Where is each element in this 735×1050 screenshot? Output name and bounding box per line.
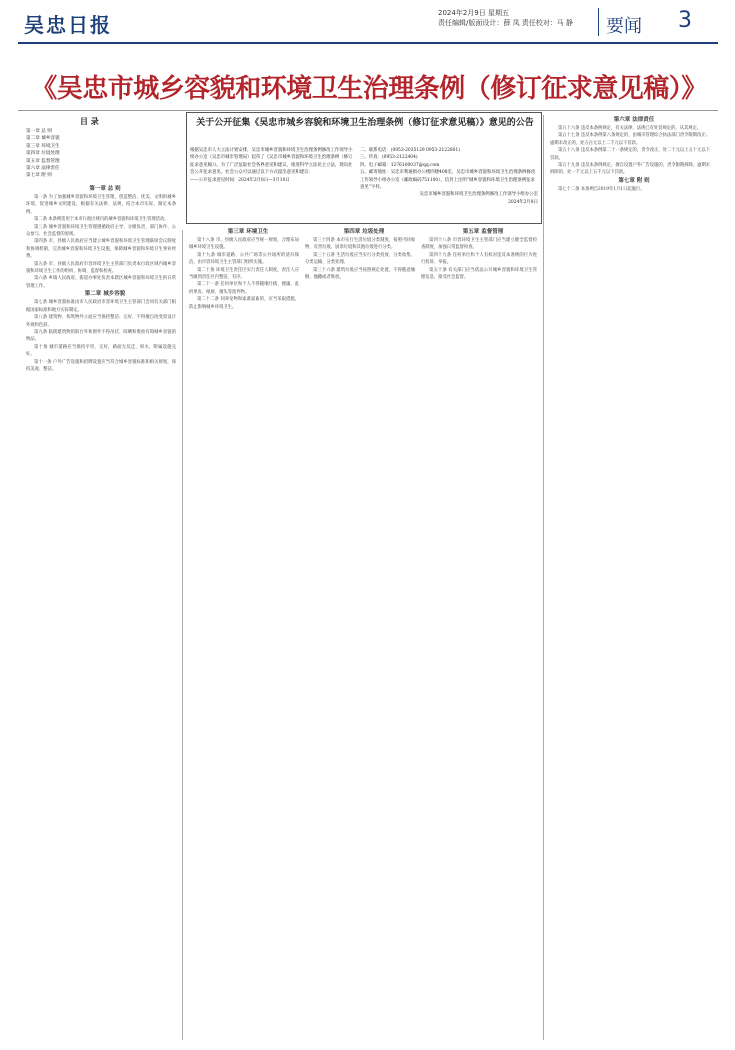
chapter-heading: 第六章 法律责任 <box>613 117 655 123</box>
notice-body <box>190 147 356 184</box>
article-paragraph: 第二条 本条例适用于本市行政区域内的城乡容貌和环境卫生管理活动。 <box>34 217 169 223</box>
notice-period: ——公开征求意见时间：2024年2月8日—3月10日 <box>190 177 290 183</box>
article-paragraph: 第五十六条 违反本条例规定，有关法律、法规已有处罚规定的，从其规定。 <box>558 126 702 131</box>
notice-contact: 二、联系电话：(0953-2035129 0953-2122801) <box>360 148 460 153</box>
article-paragraph: 第一条 为了加强城乡容貌和环境卫生管理，创造整洁、优美、文明的城乡环境，促进城乡文明建设，根据有关法律、法规，结合本市实际，制定本条例。 <box>26 195 176 215</box>
article-column-2 <box>189 228 299 1038</box>
notice-intro: 根据吴忠市人大立法计划安排，吴忠市城乡容貌和环境卫生治理条例修改工作领导小组办公室（吴忠市城市管理局）起草了《吴忠市城乡容貌和环境卫生治理条例（修订征求意见稿）》。为了广泛征取社会各界意见和建议，推进科学立法民主立法，现向社会公开征求意见。社会公众可以通过以下方式提出意见和建议： <box>190 148 353 176</box>
notice-sign-date: 2024年2月8日 <box>508 199 538 205</box>
article-paragraph: 第七条 城乡容貌标准由市人民政府市容环境卫生主管部门会同有关部门根据国家标准和地方实际制定。 <box>26 300 176 313</box>
headline: 《吴忠市城乡容貌和环境卫生治理条例（修订征求意见稿）》 <box>31 74 707 104</box>
editor-credits: 责任编辑/版面设计：薛 凤 责任校对：马 静 <box>438 19 574 27</box>
toc-item: 第二章 城乡容貌 <box>26 136 60 142</box>
chapter-heading: 第七章 附 则 <box>618 177 650 184</box>
article-paragraph: 第二十一条 任何单位和个人不得随地吐痰、便溺，乱扔果皮、纸屑、烟头等废弃物。 <box>189 282 299 295</box>
article-paragraph: 第五十九条 违反本条例规定，擅自设置户外广告设施的，责令限期拆除，逾期未拆除的，处一千元以上五千元以下罚款。 <box>550 163 710 176</box>
article-paragraph: 第五条 市、县级人民政府市容环境卫生主管部门负责本行政区域内城乡容貌和环境卫生工作的组织、协调、监督和检查。 <box>26 261 176 275</box>
chapter-heading: 第二章 城乡容貌 <box>84 291 126 298</box>
article-paragraph: 第五十条 有关部门应当依法公开城乡容貌和环境卫生管理信息，接受社会监督。 <box>421 267 537 281</box>
article-paragraph: 第三十四条 本市实行生活垃圾分类制度，按照可回收物、有害垃圾、厨余垃圾和其他垃圾进行分类。 <box>305 238 415 251</box>
notice-contacts <box>360 147 538 206</box>
toc-item: 第六章 法律责任 <box>26 166 60 172</box>
page-number: 3 <box>678 8 692 33</box>
chapter-heading: 第三章 环境卫生 <box>227 229 269 235</box>
toc-title: 目 录 <box>80 117 99 126</box>
column-rule <box>182 230 183 1040</box>
issue-meta <box>438 8 573 28</box>
article-paragraph: 第五十八条 违反本条例第二十一条规定的，责令改正，处二十元以上五十元以下罚款。 <box>550 148 710 161</box>
chapter-heading: 第四章 垃圾处理 <box>343 229 385 235</box>
article-paragraph: 第七十二条 本条例自2019年1月1日起施行。 <box>558 186 645 192</box>
article-paragraph: 第九条 临街建筑物的阳台外和窗外不得吊挂、晾晒和堆放有碍城乡容貌的物品。 <box>26 329 176 343</box>
article-paragraph: 第二十二条 饲养宠物和家禽家畜的，应当采取措施，防止影响城乡环境卫生。 <box>189 297 299 310</box>
article-paragraph: 第十八条 市、县级人民政府应当统一规划，合理布局城乡环境卫生设施。 <box>189 238 299 251</box>
article-column-1 <box>26 185 176 1035</box>
article-paragraph: 第十一条 户外广告设施和招牌设置应当符合城乡容貌标准和相关规划，保持美观、整洁。 <box>26 359 176 372</box>
chapter-heading: 第一章 总 则 <box>89 186 121 192</box>
notice-contact: 五、邮寄地址：吴忠市利通街办公楼四楼408室，吴忠市城乡容貌和环境卫生治理条例修改工作领导小组办公室（邮政编码751100），信封上注明“城乡容貌和环境卫生治理条例征求意见”字样。 <box>360 170 536 191</box>
article-paragraph: 第十条 城市道路应当保持平坦、完好，路面无坑洼、积水，附属设施完好。 <box>26 344 176 358</box>
article-paragraph: 第三条 城乡容貌和环境卫生管理遵循政府主导、分级负责、部门协作、公众参与、社会监督的原则。 <box>26 224 176 238</box>
section-name: 要闻 <box>606 16 642 37</box>
notice-title: 关于公开征集《吴忠市城乡容貌和环境卫生治理条例（修订征求意见稿）》意见的公告 <box>196 118 534 128</box>
masthead <box>0 0 735 44</box>
article-paragraph: 第五十七条 违反本条例第八条规定的，由城市管理综合执法部门责令限期改正；逾期未改正的，处五百元以上二千元以下罚款。 <box>550 133 710 146</box>
toc-item: 第五章 监督管理 <box>26 158 60 164</box>
newspaper-logo: 吴忠日报 <box>24 13 112 37</box>
article-paragraph: 第十九条 城市道路、公共广场等公共场所的清扫保洁，由市容环境卫生主管部门组织实施。 <box>189 252 299 266</box>
toc-item: 第三章 环境卫生 <box>26 143 60 149</box>
article-paragraph: 第八条 建筑物、构筑物外立面应当保持整洁、完好，不得擅自改变原设计外观和色彩。 <box>26 315 176 328</box>
article-paragraph: 第二十条 环境卫生责任区实行责任人制度，责任人应当做到责任区内整洁、有序。 <box>189 267 299 281</box>
notice-contact: 四、电子邮箱：1276100037@qq.com <box>360 162 440 168</box>
article-paragraph: 第四十八条 市容环境卫生主管部门应当建立健全监督检查制度，加强日常监督检查。 <box>421 238 537 251</box>
toc-item: 第四章 垃圾处理 <box>26 151 60 157</box>
article-paragraph: 第三十六条 建筑垃圾应当按照规定处置，不得随意倾倒、抛撒或者堆放。 <box>305 267 415 281</box>
notice-contact: 三、传真：(0953-2122404) <box>360 155 418 161</box>
article-paragraph: 第四条 市、县级人民政府应当建立城乡容貌和环境卫生管理联席会议制度和协调机制，完善城乡容貌和环境卫生设施，保障城乡容貌和环境卫生事业经费。 <box>26 239 176 260</box>
article-paragraph: 第三十五条 生活垃圾应当实行分类投放、分类收集、分类运输、分类处理。 <box>305 252 415 266</box>
issue-date: 2024年2月9日 星期五 <box>438 9 509 17</box>
headline-rule <box>18 110 718 111</box>
article-column-3 <box>305 228 415 1038</box>
article-paragraph: 第四十九条 任何单位和个人有权对违反本条例的行为进行投诉、举报。 <box>421 252 537 266</box>
article-paragraph: 第六条 乡镇人民政府、街道办事处负责本辖区城乡容貌和环境卫生的日常管理工作。 <box>26 276 176 289</box>
chapter-heading: 第五章 监督管理 <box>462 229 504 235</box>
notice-signature: 吴忠市城乡容貌和环境卫生治理条例修改工作领导小组办公室 <box>419 192 538 198</box>
article-column-5 <box>550 116 710 1041</box>
toc-item: 第一章 总 则 <box>26 129 52 134</box>
article-column-4 <box>421 228 537 1038</box>
toc-item: 第七章 附 则 <box>26 173 52 179</box>
table-of-contents <box>26 128 60 180</box>
masthead-divider <box>598 8 599 36</box>
masthead-rule <box>18 42 718 44</box>
column-rule <box>543 115 544 1040</box>
